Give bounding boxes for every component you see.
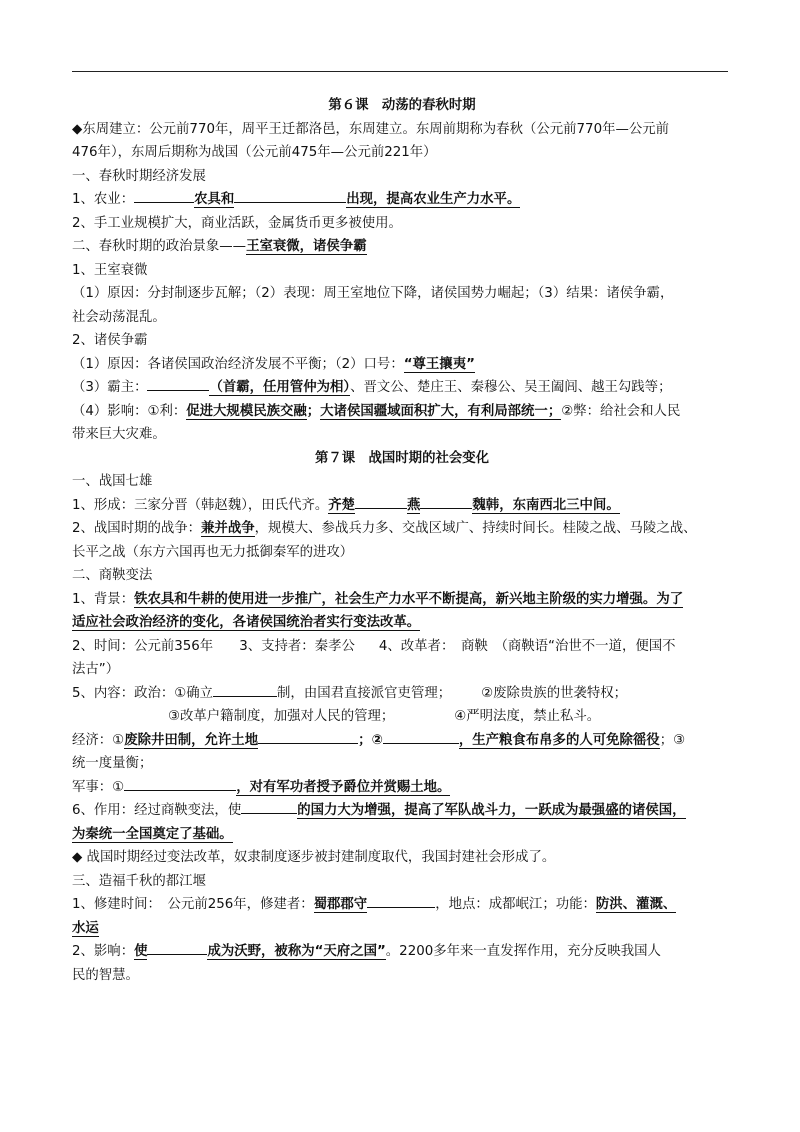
build-bold: 蜀郡郡守 (313, 897, 368, 912)
agriculture-line (72, 188, 732, 212)
reform-effect-label: 6、作用：经过商鞅变法，使 (72, 803, 242, 818)
hegemony-cause: （1）原因：各诸侯国政治经济发展不平衡；（2）口号： (72, 356, 404, 372)
agriculture-label: 1、农业： (72, 192, 135, 207)
content-p4: ④严明法度，禁止私斗。 (454, 709, 601, 724)
content-p2: ②废除贵族的世袭特权； (481, 685, 628, 701)
formation-bold1: 齐楚 (328, 497, 356, 513)
effect-benefit2: 大诸侯国疆域面积扩大，有利局部统一 (320, 403, 548, 419)
formation-label: 1、形成：三家分晋（韩赵魏），田氏代齐。 (72, 497, 329, 513)
shang-yang-heading: 二、商鞅变法 (72, 568, 153, 583)
wars-line (72, 517, 732, 541)
wars-label: 2、战国时期的战争： (72, 521, 202, 536)
formation-line (72, 494, 732, 518)
military-bold: ，对有军功者授予爵位并赏赐土地。 (236, 779, 451, 795)
effect-rest: ②弊：给社会和人民 (561, 403, 681, 419)
economic-label: 经济：① (72, 732, 125, 748)
effect-line2 (72, 823, 732, 847)
summary-line: ◆ 战国时期经过变法改革，奴隶制度逐步被封建制度取代，我国封建社会形成了。 (72, 850, 556, 865)
supporter-text: 3、支持者：秦孝公 (239, 638, 355, 654)
seven-states-heading: 一、战国七雄 (72, 474, 153, 489)
background-bold2: 适应社会政治经济的变化，各诸侯国统治者实行变法改革。 (72, 615, 421, 630)
build-mid: ，地点：成都岷江；功能： (435, 897, 596, 912)
hegemon-rest: 、晋文公、楚庄王、秦穆公、吴王阖闾、越王勾践等； (350, 380, 672, 395)
economic-bold2: ，生产粮食布帛多的人可免除徭役 (458, 732, 660, 748)
fill-blank (213, 682, 277, 697)
fill-blank (420, 494, 472, 509)
hegemony-effect-line: （4）影响：①利：促进大规模民族交融；大诸侯国疆域面积扩大，有利局部统一；②弊：给社会和人民 (72, 403, 681, 419)
build-function: 防洪、灌溉、 (595, 897, 677, 912)
content-label: 5、内容：政治：①确立 (72, 685, 214, 701)
time-line (72, 635, 732, 659)
economic-bold1: 废除井田制，允许土地 (124, 732, 259, 748)
reform-effect-bold2: 为秦统一全国奠定了基础。 (72, 826, 233, 842)
economic-mid: ；② (358, 732, 383, 748)
agriculture-text1: 农具和 (194, 192, 235, 207)
lesson7-title: 第７课 战国时期的社会变化 (314, 450, 490, 466)
background-line1 (72, 588, 732, 612)
hegemony-cause-line (72, 353, 732, 377)
time-text: 2、时间：公元前356年 (72, 638, 214, 654)
hegemony-effect-line2: 带来巨大灾难。 (72, 427, 166, 442)
fill-blank (147, 940, 207, 955)
hegemon-bold: （首霸，任用管仲为相） (209, 380, 351, 395)
content-p1-rest: 制，由国君直接派官吏管理； (277, 685, 452, 701)
politics-heading-text: 二、春秋时期的政治景象—— (72, 239, 247, 254)
reformer-line2: 法古”） (72, 662, 120, 677)
formation-bold3: 魏韩，东南西北三中间。 (472, 497, 620, 513)
header-rule (72, 71, 728, 72)
fill-blank (241, 799, 297, 814)
formation-bold2: 燕 (407, 497, 421, 513)
hegemon-label: （3）霸主： (72, 380, 148, 395)
dujiangyan-heading: 三、造福千秋的都江堰 (72, 873, 206, 889)
fill-blank (124, 776, 236, 791)
section-heading-politics (72, 235, 732, 259)
agriculture-text2: 出现，提高农业生产力水平。 (346, 192, 521, 207)
build-line2 (72, 917, 732, 941)
background-line2 (72, 611, 732, 635)
section-heading-economy: 一、春秋时期经济发展 (72, 168, 206, 184)
fill-blank (234, 188, 346, 203)
effect-benefit1: 促进大规模民族交融 (186, 403, 307, 419)
reformer-text: 4、改革者： 商鞅 （商鞅语“治世不一道，便国不 (378, 638, 676, 654)
wars-bold: 兼并战争 (201, 521, 255, 536)
document-body (72, 94, 732, 987)
economic-line (72, 729, 732, 753)
impact-line (72, 940, 732, 964)
economic-rest: ；③ (659, 732, 686, 748)
content-p3: ③改革户籍制度，加强对人民的管理； (168, 709, 395, 724)
hegemony-heading: 2、诸侯争霸 (72, 333, 148, 348)
lesson6-intro-line2: 476年），东周后期称为战国（公元前475年—公元前221年） (72, 145, 437, 160)
impact-label: 2、影响： (72, 944, 135, 959)
background-label: 1、背景： (72, 591, 135, 607)
hegemony-slogan: “尊王攘夷” (403, 356, 475, 372)
economic-line2: 统一度量衡； (72, 756, 153, 771)
effect-label: （4）影响：①利： (72, 403, 187, 419)
fill-blank (134, 188, 194, 203)
royal-decline-line2: 社会动荡混乱。 (72, 309, 166, 325)
wars-rest: ，规模大、参战兵力多、交战区域广、持续时间长。桂陵之战、马陵之战、 (254, 521, 697, 536)
effect-line1 (72, 799, 732, 823)
lesson6-title: 第６课 动荡的春秋时期 (328, 98, 476, 113)
background-bold1: 铁农具和牛耕的使用进一步推广，社会生产力水平不断提高，新兴地主阶级的实力增强。为了 (134, 591, 684, 607)
fill-blank (367, 893, 435, 908)
content-political-line1 (72, 682, 732, 706)
impact-rest: 。2200多年来一直发挥作用，充分反映我国人 (385, 944, 661, 959)
reform-effect-bold1: 的国力大为增强，提高了军队战斗力，一跃成为最强盛的诸侯国， (297, 803, 686, 818)
impact-line2: 民的智慧。 (72, 967, 139, 983)
lesson6-intro-line1: ◆东周建立：公元前770年，周平王迁都洛邑，东周建立。东周前期称为春秋（公元前770年—公元前 (72, 121, 670, 137)
fill-blank (355, 494, 407, 509)
content-political-line2 (72, 705, 732, 729)
build-label: 1、修建时间： 公元前256年，修建者： (72, 897, 314, 912)
royal-decline-line1: （1）原因：分封制逐步瓦解；（2）表现：周王室地位下降，诸侯国势力崛起；（3）结果：诸侯争霸， (72, 286, 674, 301)
fill-blank (383, 729, 459, 744)
military-line (72, 776, 732, 800)
build-line (72, 893, 732, 917)
build-function2: 水运 (72, 920, 99, 936)
hegemon-line (72, 376, 732, 400)
impact-bold1: 使 (134, 944, 148, 959)
wars-line2: 长平之战（东方六国再也无力抵御秦军的进攻） (72, 544, 354, 560)
fill-blank (258, 729, 358, 744)
handicraft-line: 2、手工业规模扩大，商业活跃，金属货币更多被使用。 (72, 215, 402, 231)
politics-heading-bold: 王室衰微，诸侯争霸 (246, 239, 367, 254)
royal-decline-heading: 1、王室衰微 (72, 262, 148, 278)
military-label: 军事：① (72, 779, 125, 795)
fill-blank (147, 376, 209, 391)
impact-bold2: 成为沃野，被称为“天府之国” (207, 944, 386, 959)
